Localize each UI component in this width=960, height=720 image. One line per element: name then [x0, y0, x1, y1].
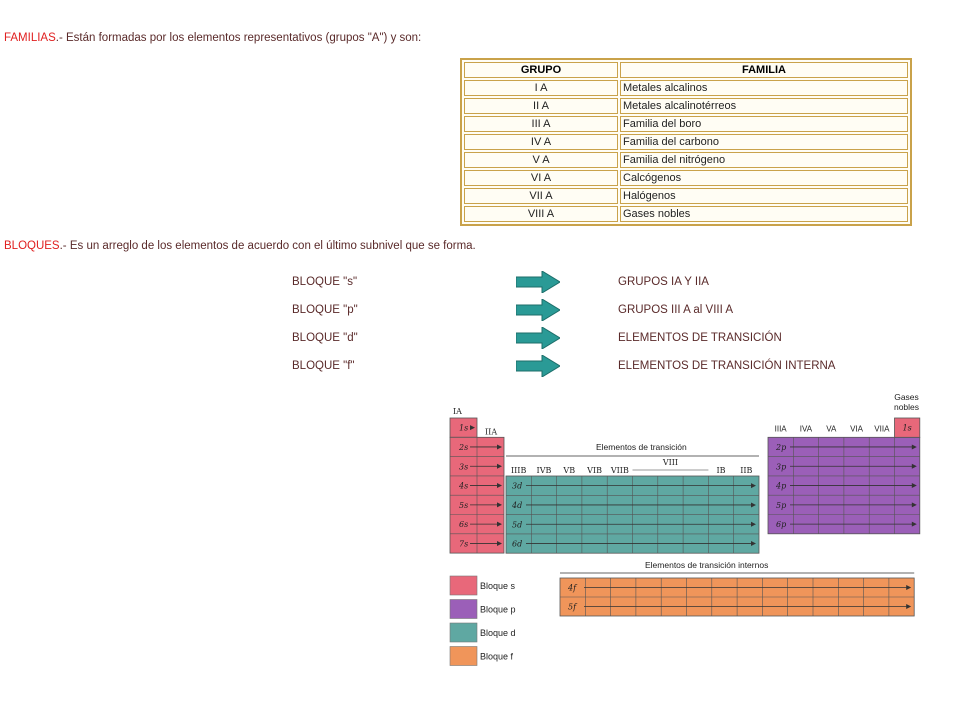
s-row-label: 7s: [459, 539, 469, 549]
group-cell: II A: [464, 98, 618, 114]
group-cell: VIII A: [464, 206, 618, 222]
families-heading: [4, 32, 421, 44]
s-row-label: 3s: [459, 462, 469, 472]
periodic-table-blocks-diagram: [446, 390, 936, 680]
p-row-label: 5p: [776, 500, 787, 510]
d-row-label: 6d: [512, 539, 523, 549]
table-row: [464, 98, 908, 114]
table-row: [464, 116, 908, 132]
block-label: BLOQUE "f": [292, 360, 355, 372]
table-row: [464, 80, 908, 96]
blocks-heading-text: .- Es un arreglo de los elementos de acuerdo con el último subnivel que se forma.: [59, 240, 476, 252]
s-row-label: 2s: [459, 442, 469, 452]
block-label: BLOQUE "s": [292, 276, 358, 288]
group-cell: III A: [464, 116, 618, 132]
family-cell: Metales alcalinotérreos: [620, 98, 908, 114]
group-cell: IV A: [464, 134, 618, 150]
legend-label: Bloque d: [480, 628, 516, 638]
p-group-label: VIIA: [874, 424, 890, 434]
s-row-label: 6s: [459, 520, 469, 530]
block-description: ELEMENTOS DE TRANSICIÓN INTERNA: [618, 360, 836, 372]
p-group-label: VIA: [850, 424, 864, 434]
block-description: GRUPOS IA Y IIA: [618, 276, 709, 288]
p-group-label: IVA: [799, 424, 813, 434]
right-arrow-icon: [516, 327, 560, 349]
s-row-label: 1s: [459, 423, 469, 433]
family-cell: Familia del carbono: [620, 134, 908, 150]
table-row: [464, 134, 908, 150]
d-group-label: IB: [716, 466, 726, 475]
s-row-label: 5s: [459, 500, 469, 510]
p-group-label: VA: [826, 424, 837, 434]
block-label: BLOQUE "d": [292, 332, 358, 344]
table-header-row: [464, 62, 908, 78]
p-row-label: 3p: [776, 462, 787, 472]
table-row: [464, 188, 908, 204]
f-row-label: 4f: [568, 583, 577, 593]
d-row-label: 4d: [512, 500, 523, 510]
blocks-keyword: BLOQUES: [4, 240, 60, 252]
family-cell: Gases nobles: [620, 206, 908, 222]
families-heading-text: .- Están formadas por los elementos representativos (grupos "A") y son:: [55, 32, 422, 44]
group-cell: I A: [464, 80, 618, 96]
s-group-label: IA: [453, 407, 462, 416]
viii-group-label: VIII: [662, 458, 679, 467]
d-group-label: VB: [563, 466, 576, 475]
p-row-label: 4p: [776, 481, 787, 491]
legend-swatch: [450, 600, 477, 619]
right-arrow-icon: [516, 271, 560, 293]
block-label: BLOQUE "p": [292, 304, 358, 316]
legend-label: Bloque p: [480, 604, 516, 615]
noble-gases-label: Gases: [894, 392, 919, 402]
family-cell: Familia del nitrógeno: [620, 152, 908, 168]
d-group-label: IVB: [536, 466, 552, 475]
d-group-label: IIB: [740, 466, 753, 475]
inner-transition-label: Elementos de transición internos: [645, 560, 769, 570]
family-cell: Halógenos: [620, 188, 908, 204]
transition-label: Elementos de transición: [596, 442, 687, 452]
legend-label: Bloque f: [480, 651, 514, 662]
d-group-label: IIIB: [510, 466, 527, 475]
d-group-label: VIB: [587, 466, 602, 475]
table-row: [464, 170, 908, 186]
group-cell: VI A: [464, 170, 618, 186]
column-header-group: GRUPO: [464, 62, 618, 78]
p-row-label: 6p: [776, 520, 787, 530]
right-arrow-icon: [516, 299, 560, 321]
legend-swatch: [450, 623, 477, 642]
table-row: [464, 152, 908, 168]
table-row: [464, 206, 908, 222]
p-group-label: IIIA: [774, 424, 787, 434]
block-description: ELEMENTOS DE TRANSICIÓN: [618, 332, 782, 344]
noble-gases-label: nobles: [893, 402, 920, 412]
families-table: [460, 58, 912, 226]
group-cell: V A: [464, 152, 618, 168]
he-label: 1s: [902, 423, 912, 433]
s-row-label: 4s: [459, 481, 469, 491]
legend-swatch: [450, 576, 477, 595]
family-cell: Familia del boro: [620, 116, 908, 132]
block-description: GRUPOS III A al VIII A: [618, 304, 734, 316]
family-cell: Metales alcalinos: [620, 80, 908, 96]
column-header-family: FAMILIA: [620, 62, 908, 78]
f-row-label: 5f: [568, 602, 577, 612]
d-group-label: VIIB: [610, 466, 629, 475]
family-cell: Calcógenos: [620, 170, 908, 186]
s-group-label: IIA: [485, 427, 498, 437]
legend-label: Bloque s: [480, 581, 516, 591]
legend-swatch: [450, 647, 477, 666]
families-keyword: FAMILIAS: [4, 32, 56, 44]
right-arrow-icon: [516, 355, 560, 377]
group-cell: VII A: [464, 188, 618, 204]
blocks-heading: [4, 240, 476, 252]
d-row-label: 5d: [512, 520, 523, 530]
d-row-label: 3d: [512, 481, 523, 491]
p-row-label: 2p: [776, 442, 787, 452]
